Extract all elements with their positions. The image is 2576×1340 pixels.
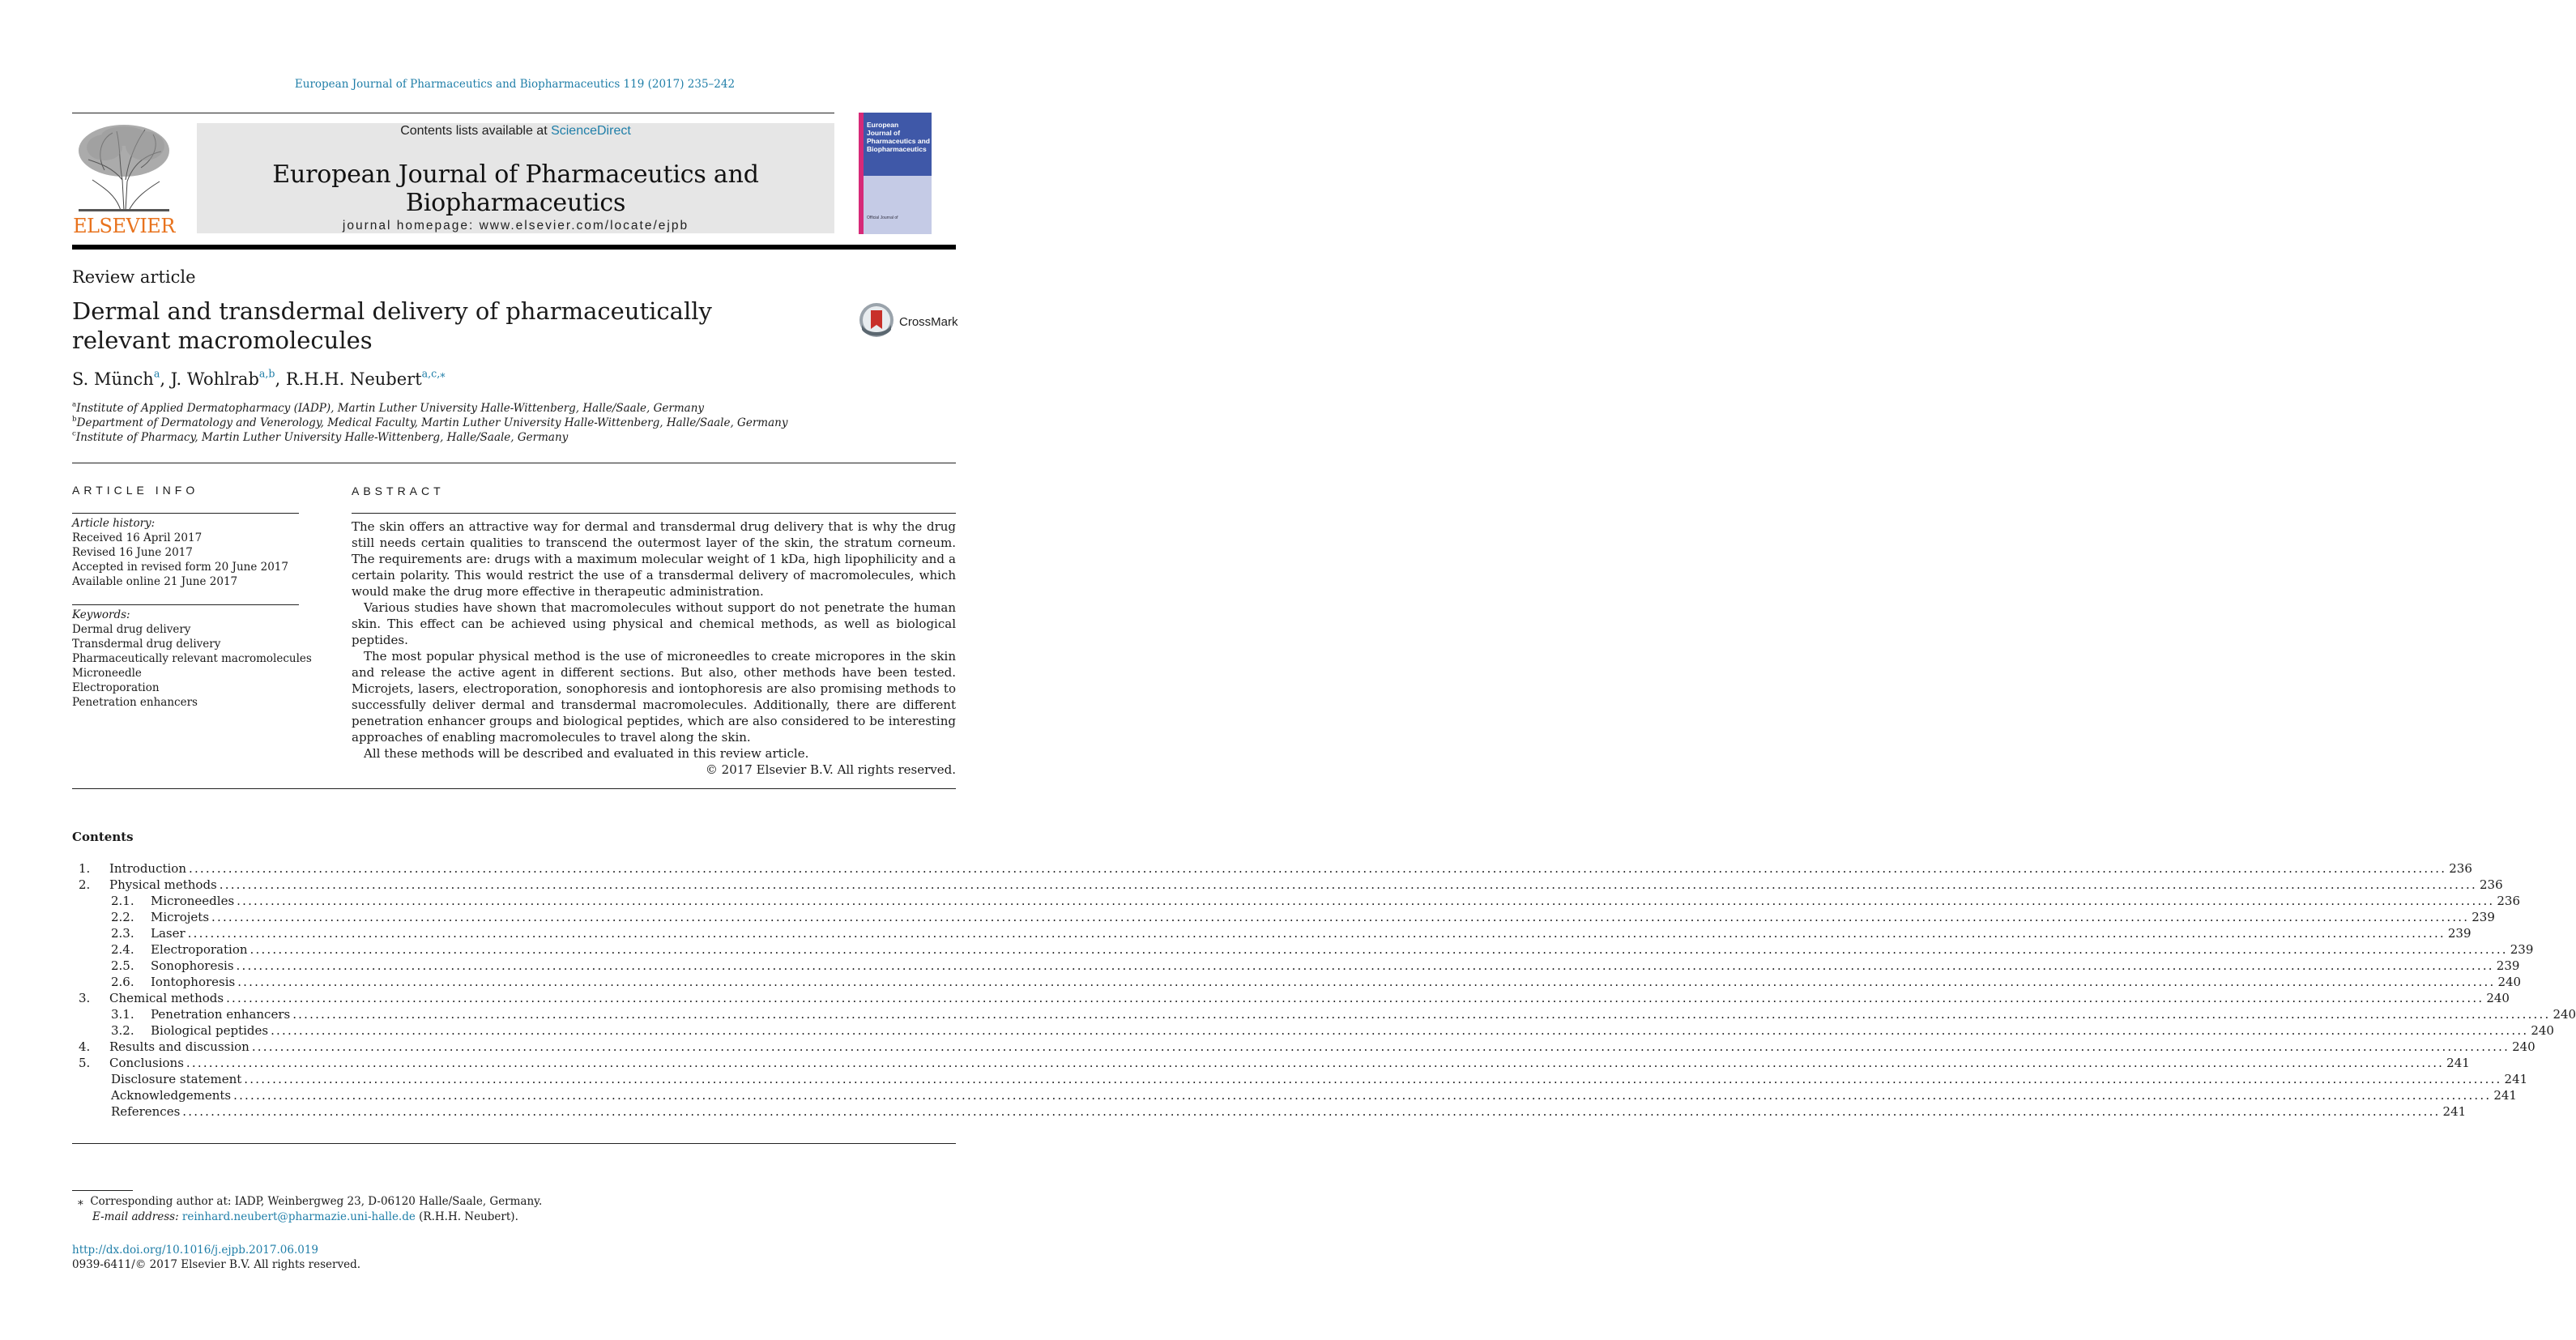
toc-entry-page: 239 bbox=[2510, 942, 2534, 957]
toc-entry-page: 240 bbox=[2531, 1023, 2554, 1038]
abstract-paragraph: The skin offers an attractive way for dermal and transdermal drug delivery that is why the drug still needs certain qualities to transcend the outermost layer of the skin, the stratum corneum. The requirements are: drugs with a maximum molecular weight of 1 kDa, high lipophilicity and a certain polarity. This would restrict the use of a transdermal delivery of macromolecules, which would make the drug more effective in therapeutic administration. bbox=[352, 519, 956, 599]
toc-entry-number: 1. bbox=[79, 861, 91, 876]
keyword-item: Penetration enhancers bbox=[72, 696, 198, 709]
toc-entry[interactable] bbox=[72, 990, 2510, 1006]
toc-entry-title[interactable]: Acknowledgements bbox=[111, 1088, 232, 1103]
toc-leader-dots: ................................................................................................................................................................................................................................................................................................................................................................................................................ bbox=[182, 1104, 2441, 1119]
toc-entry-title[interactable]: Sonophoresis bbox=[151, 958, 234, 973]
toc-entry[interactable] bbox=[72, 1055, 2470, 1071]
abstract-heading: ABSTRACT bbox=[352, 484, 445, 497]
email-footnote: E-mail address: reinhard.neubert@pharmazie.uni-halle.de (R.H.H. Neubert). bbox=[92, 1210, 518, 1223]
toc-entry[interactable] bbox=[72, 974, 2522, 990]
history-item: Accepted in revised form 20 June 2017 bbox=[72, 561, 288, 574]
toc-leader-dots: ................................................................................................................................................................................................................................................................................................................................................................................................................ bbox=[233, 1088, 2492, 1103]
affiliation-line: $^c$Institute of Pharmacy, Martin Luther University Halle-Wittenberg, Halle/Saale, Germany bbox=[72, 429, 569, 444]
toc-entry-page: 236 bbox=[2480, 877, 2503, 892]
author-affiliation-mark[interactable]: a,c,⁎ bbox=[421, 367, 446, 380]
toc-entry-number: 4. bbox=[79, 1039, 91, 1054]
toc-leader-dots: ................................................................................................................................................................................................................................................................................................................................................................................................................ bbox=[271, 1023, 2529, 1038]
abstract-paragraph: The most popular physical method is the use of microneedles to create micropores in the skin and release the active agent in different sections. But also, other methods have been tested. Microjets, lasers, electroporation, sonophoresis and iontophoresis are also promising methods to successfully deliver dermal and transdermal macromolecules. Additionally, there are different penetration enhancer groups and biological peptides, which are also considered to be interesting approaches of enabling macromolecules to travel along the skin. bbox=[352, 649, 956, 745]
abstract-body bbox=[352, 519, 956, 778]
toc-leader-dots: ................................................................................................................................................................................................................................................................................................................................................................................................................ bbox=[189, 861, 2447, 876]
toc-entry-title[interactable]: Physical methods bbox=[109, 877, 217, 892]
toc-entry-page: 241 bbox=[2442, 1104, 2467, 1119]
abstract-rule bbox=[352, 513, 956, 514]
toc-entry-title[interactable]: Chemical methods bbox=[109, 991, 224, 1005]
author-affiliation-mark[interactable]: a bbox=[153, 367, 160, 380]
corresponding-author-mark[interactable]: ⁎ bbox=[440, 367, 446, 380]
cover-footer: Official Journal of bbox=[867, 216, 898, 220]
article-info-heading: ARTICLE INFO bbox=[72, 484, 199, 497]
journal-citation-link[interactable]: European Journal of Pharmaceutics and Biopharmaceutics 119 (2017) 235–242 bbox=[294, 78, 736, 91]
toc-entry-page: 236 bbox=[2497, 894, 2521, 908]
toc-leader-dots: ................................................................................................................................................................................................................................................................................................................................................................................................................ bbox=[187, 926, 2446, 941]
keyword-item: Pharmaceutically relevant macromolecules bbox=[72, 652, 312, 665]
toc-entry-title[interactable]: Conclusions bbox=[109, 1056, 184, 1070]
toc-leader-dots: ................................................................................................................................................................................................................................................................................................................................................................................................................ bbox=[292, 1007, 2551, 1022]
toc-entry[interactable] bbox=[72, 958, 2520, 974]
toc-entry-number: 3.2. bbox=[111, 1023, 134, 1038]
journal-homepage[interactable]: journal homepage: www.elsevier.com/locate/ejpb bbox=[342, 219, 689, 233]
corresponding-author-footnote: ⁎ Corresponding author at: IADP, Weinbergweg 23, D-06120 Halle/Saale, Germany. bbox=[78, 1195, 543, 1208]
toc-entry-title[interactable]: Introduction bbox=[109, 861, 186, 876]
section-divider bbox=[72, 1143, 956, 1144]
toc-leader-dots: ................................................................................................................................................................................................................................................................................................................................................................................................................ bbox=[249, 942, 2508, 957]
toc-entry-page: 240 bbox=[2512, 1039, 2535, 1054]
email-link[interactable]: reinhard.neubert@pharmazie.uni-halle.de bbox=[181, 1210, 416, 1223]
affiliation-line: $^b$Department of Dermatology and Venerology, Medical Faculty, Martin Luther University Halle-Wittenberg, Halle/Saale, Germany bbox=[72, 415, 788, 429]
toc-entry-number: 5. bbox=[79, 1056, 91, 1070]
toc-entry-title[interactable]: Electroporation bbox=[151, 942, 248, 957]
history-item: Available online 21 June 2017 bbox=[72, 575, 238, 588]
toc-entry-page: 241 bbox=[2446, 1056, 2470, 1070]
affiliation-line: $^a$Institute of Applied Dermatopharmacy (IADP), Martin Luther University Halle-Wittenberg, Halle/Saale, Germany bbox=[72, 400, 705, 415]
toc-entry-title[interactable]: Biological peptides bbox=[151, 1023, 269, 1038]
toc-leader-dots: ................................................................................................................................................................................................................................................................................................................................................................................................................ bbox=[251, 1039, 2510, 1054]
author-affiliation-mark[interactable]: a,b bbox=[258, 367, 275, 380]
toc-entry[interactable] bbox=[72, 877, 2503, 893]
toc-entry-title[interactable]: Disclosure statement bbox=[111, 1072, 242, 1086]
crossmark-label[interactable]: CrossMark bbox=[899, 315, 958, 329]
toc-entry-title[interactable]: Results and discussion bbox=[109, 1039, 249, 1054]
author-name: S. Münch bbox=[72, 369, 154, 389]
sciencedirect-link[interactable]: ScienceDirect bbox=[551, 124, 631, 138]
toc-entry[interactable] bbox=[72, 1071, 2528, 1087]
toc-entry-number: 3. bbox=[79, 991, 91, 1005]
toc-entry-number: 2.6. bbox=[111, 975, 134, 989]
toc-leader-dots: ................................................................................................................................................................................................................................................................................................................................................................................................................ bbox=[236, 958, 2494, 973]
toc-entry[interactable] bbox=[72, 893, 2521, 909]
toc-entry-page: 241 bbox=[2504, 1072, 2528, 1086]
footnote-star: ⁎ bbox=[78, 1195, 83, 1208]
toc-leader-dots: ................................................................................................................................................................................................................................................................................................................................................................................................................ bbox=[186, 1056, 2445, 1070]
author-list: S. Münch$^a$, J. Wohlrab$^{a,b}$, R.H.H. Neubert$^{a,c,⁎}$ bbox=[72, 367, 446, 389]
section-divider bbox=[72, 788, 956, 789]
toc-entry-number: 2.3. bbox=[111, 926, 134, 941]
toc-entry-number: 2.5. bbox=[111, 958, 134, 973]
toc-entry-title[interactable]: Microjets bbox=[151, 910, 210, 924]
keyword-item: Transdermal drug delivery bbox=[72, 638, 221, 651]
elsevier-wordmark: ELSEVIER bbox=[73, 215, 175, 237]
article-history-label: Article history: bbox=[72, 517, 156, 530]
toc-entry-page: 239 bbox=[2496, 958, 2520, 973]
contents-heading: Contents bbox=[72, 830, 134, 844]
toc-entry-number: 2.4. bbox=[111, 942, 134, 957]
keyword-item: Dermal drug delivery bbox=[72, 623, 191, 636]
toc-entry-page: 236 bbox=[2449, 861, 2472, 876]
toc-entry[interactable] bbox=[72, 1039, 2535, 1055]
doi-link[interactable]: http://dx.doi.org/10.1016/j.ejpb.2017.06.019 bbox=[72, 1244, 319, 1257]
toc-leader-dots: ................................................................................................................................................................................................................................................................................................................................................................................................................ bbox=[244, 1072, 2502, 1086]
author-name: J. Wohlrab bbox=[170, 369, 259, 389]
keyword-item: Microneedle bbox=[72, 667, 142, 680]
toc-entry-title[interactable]: Penetration enhancers bbox=[151, 1007, 291, 1022]
toc-entry-title[interactable]: Microneedles bbox=[151, 894, 235, 908]
toc-entry-page: 239 bbox=[2472, 910, 2495, 924]
toc-leader-dots: ................................................................................................................................................................................................................................................................................................................................................................................................................ bbox=[219, 877, 2477, 892]
toc-entry-number: 2.2. bbox=[111, 910, 134, 924]
history-item: Revised 16 June 2017 bbox=[72, 546, 193, 559]
abstract-paragraph: All these methods will be described and evaluated in this review article. bbox=[364, 746, 809, 761]
toc-entry[interactable] bbox=[72, 1006, 2576, 1022]
cover-title: European Journal of Pharmaceutics and Biopharmaceutics bbox=[867, 121, 930, 153]
article-type: Review article bbox=[72, 267, 196, 287]
footnote-rule bbox=[72, 1190, 133, 1191]
journal-title: European Journal of Pharmaceutics and Biopharmaceutics bbox=[272, 160, 759, 217]
history-item: Received 16 April 2017 bbox=[72, 531, 203, 544]
toc-entry[interactable] bbox=[72, 1103, 2467, 1120]
toc-entry[interactable] bbox=[72, 1022, 2554, 1039]
contents-available-line: Contents lists available at ScienceDirect bbox=[400, 124, 631, 138]
toc-entry[interactable] bbox=[72, 941, 2534, 958]
toc-entry-page: 240 bbox=[2497, 975, 2522, 989]
toc-entry-title[interactable]: Laser bbox=[151, 926, 186, 941]
toc-entry-number: 3.1. bbox=[111, 1007, 134, 1022]
toc-entry-page: 241 bbox=[2493, 1088, 2517, 1103]
toc-leader-dots: ................................................................................................................................................................................................................................................................................................................................................................................................................ bbox=[211, 910, 2470, 924]
toc-entry[interactable] bbox=[72, 860, 2472, 877]
article-info-rule bbox=[72, 513, 299, 514]
toc-entry[interactable] bbox=[72, 925, 2472, 941]
toc-leader-dots: ................................................................................................................................................................................................................................................................................................................................................................................................................ bbox=[237, 975, 2496, 989]
toc-entry-title[interactable]: References bbox=[111, 1104, 181, 1119]
keyword-item: Electroporation bbox=[72, 681, 160, 694]
issn-copyright: 0939-6411/© 2017 Elsevier B.V. All rights reserved. bbox=[72, 1258, 361, 1271]
keywords-label: Keywords: bbox=[72, 608, 130, 621]
keywords-rule bbox=[72, 604, 299, 605]
toc-entry[interactable] bbox=[72, 909, 2495, 925]
toc-entry-page: 239 bbox=[2447, 926, 2472, 941]
crossmark-icon[interactable] bbox=[859, 302, 894, 338]
toc-entry-number: 2. bbox=[79, 877, 91, 892]
cover-lower-panel bbox=[864, 176, 932, 234]
toc-entry[interactable] bbox=[72, 1087, 2517, 1103]
journal-cover-thumbnail[interactable] bbox=[859, 113, 932, 234]
toc-leader-dots: ................................................................................................................................................................................................................................................................................................................................................................................................................ bbox=[237, 894, 2495, 908]
toc-entry-title[interactable]: Iontophoresis bbox=[151, 975, 236, 989]
author-name: R.H.H. Neubert bbox=[285, 369, 422, 389]
toc-entry-page: 240 bbox=[2553, 1007, 2576, 1022]
table-of-contents bbox=[72, 860, 2576, 1120]
abstract-copyright: © 2017 Elsevier B.V. All rights reserved. bbox=[705, 762, 956, 777]
header-thick-rule bbox=[72, 245, 956, 250]
toc-entry-page: 240 bbox=[2486, 991, 2510, 1005]
abstract-paragraph: Various studies have shown that macromolecules without support do not penetrate the human skin. This effect can be achieved using physical and chemical methods, as well as biological peptides. bbox=[352, 600, 956, 647]
toc-entry-number: 2.1. bbox=[111, 894, 134, 908]
article-title: Dermal and transdermal delivery of pharmaceutically relevant macromolecules bbox=[72, 297, 712, 354]
toc-leader-dots: ................................................................................................................................................................................................................................................................................................................................................................................................................ bbox=[226, 991, 2484, 1005]
